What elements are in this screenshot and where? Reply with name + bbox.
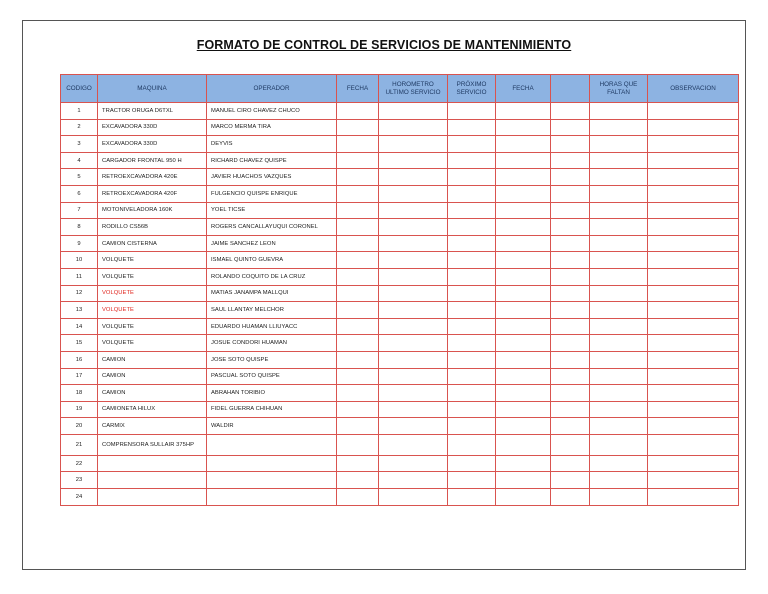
- cell-observation[interactable]: [648, 169, 739, 186]
- cell-observation[interactable]: [648, 472, 739, 489]
- cell-hours-left[interactable]: [590, 472, 648, 489]
- cell-blank[interactable]: [551, 434, 590, 455]
- cell-date-2[interactable]: [496, 169, 551, 186]
- cell-code[interactable]: 14: [61, 318, 98, 335]
- table-row: [61, 401, 739, 418]
- cell-machine[interactable]: CAMION: [98, 385, 207, 402]
- cell-code[interactable]: 16: [61, 351, 98, 368]
- cell-observation[interactable]: [648, 455, 739, 472]
- cell-operator[interactable]: JOSE SOTO QUISPE: [207, 351, 337, 368]
- cell-date-2[interactable]: [496, 351, 551, 368]
- cell-machine[interactable]: CAMION: [98, 368, 207, 385]
- cell-hourmeter[interactable]: [379, 219, 448, 236]
- cell-observation[interactable]: [648, 268, 739, 285]
- cell-code[interactable]: 18: [61, 385, 98, 402]
- cell-date[interactable]: [337, 455, 379, 472]
- table-row: [61, 285, 739, 302]
- cell-hourmeter[interactable]: [379, 385, 448, 402]
- cell-blank[interactable]: [551, 401, 590, 418]
- cell-observation[interactable]: [648, 185, 739, 202]
- cell-date-2[interactable]: [496, 472, 551, 489]
- table-row: [61, 385, 739, 402]
- column-header: OBSERVACION: [648, 75, 739, 103]
- cell-code[interactable]: 24: [61, 489, 98, 506]
- cell-date[interactable]: [337, 169, 379, 186]
- cell-hours-left[interactable]: [590, 152, 648, 169]
- cell-hours-left[interactable]: [590, 119, 648, 136]
- cell-observation[interactable]: [648, 285, 739, 302]
- cell-date-2[interactable]: [496, 368, 551, 385]
- table-row: [61, 252, 739, 269]
- cell-hourmeter[interactable]: [379, 202, 448, 219]
- cell-hourmeter[interactable]: [379, 401, 448, 418]
- table-row: [61, 152, 739, 169]
- cell-hourmeter[interactable]: [379, 235, 448, 252]
- cell-date-2[interactable]: [496, 335, 551, 352]
- cell-hourmeter[interactable]: [379, 368, 448, 385]
- cell-observation[interactable]: [648, 385, 739, 402]
- cell-blank[interactable]: [551, 219, 590, 236]
- document-sheet: [22, 20, 746, 570]
- cell-hourmeter[interactable]: [379, 169, 448, 186]
- cell-date[interactable]: [337, 136, 379, 153]
- cell-date[interactable]: [337, 285, 379, 302]
- cell-blank[interactable]: [551, 489, 590, 506]
- cell-code[interactable]: 6: [61, 185, 98, 202]
- cell-code[interactable]: 9: [61, 235, 98, 252]
- cell-operator[interactable]: MANUEL CIRO CHAVEZ CHUCO: [207, 103, 337, 120]
- cell-blank[interactable]: [551, 252, 590, 269]
- cell-hours-left[interactable]: [590, 351, 648, 368]
- cell-operator[interactable]: [207, 472, 337, 489]
- cell-next-service[interactable]: [448, 285, 496, 302]
- cell-blank[interactable]: [551, 385, 590, 402]
- column-header: HOROMETRO ULTIMO SERVICIO: [379, 75, 448, 103]
- table-row: [61, 185, 739, 202]
- cell-observation[interactable]: [648, 418, 739, 435]
- cell-hours-left[interactable]: [590, 185, 648, 202]
- cell-operator[interactable]: [207, 489, 337, 506]
- cell-hours-left[interactable]: [590, 385, 648, 402]
- cell-hourmeter[interactable]: [379, 351, 448, 368]
- cell-code[interactable]: 21: [61, 434, 98, 455]
- cell-hourmeter[interactable]: [379, 119, 448, 136]
- cell-code[interactable]: 5: [61, 169, 98, 186]
- cell-observation[interactable]: [648, 119, 739, 136]
- cell-code[interactable]: 13: [61, 302, 98, 319]
- cell-hours-left[interactable]: [590, 401, 648, 418]
- cell-operator[interactable]: MATIAS JANAMPA MALLQUI: [207, 285, 337, 302]
- cell-code[interactable]: 8: [61, 219, 98, 236]
- cell-code[interactable]: 3: [61, 136, 98, 153]
- table-row: [61, 268, 739, 285]
- cell-observation[interactable]: [648, 152, 739, 169]
- cell-date-2[interactable]: [496, 302, 551, 319]
- cell-operator[interactable]: FULGENCIO QUISPE ENRIQUE: [207, 185, 337, 202]
- cell-date-2[interactable]: [496, 119, 551, 136]
- cell-blank[interactable]: [551, 351, 590, 368]
- cell-observation[interactable]: [648, 434, 739, 455]
- column-header: FECHA: [337, 75, 379, 103]
- cell-date-2[interactable]: [496, 401, 551, 418]
- cell-next-service[interactable]: [448, 368, 496, 385]
- cell-hours-left[interactable]: [590, 285, 648, 302]
- cell-date[interactable]: [337, 219, 379, 236]
- cell-observation[interactable]: [648, 368, 739, 385]
- cell-date-2[interactable]: [496, 235, 551, 252]
- cell-date-2[interactable]: [496, 268, 551, 285]
- cell-blank[interactable]: [551, 455, 590, 472]
- cell-next-service[interactable]: [448, 252, 496, 269]
- cell-date-2[interactable]: [496, 285, 551, 302]
- table-row: [61, 136, 739, 153]
- cell-date[interactable]: [337, 235, 379, 252]
- cell-blank[interactable]: [551, 268, 590, 285]
- cell-code[interactable]: 15: [61, 335, 98, 352]
- column-header: PRÓXIMO SERVICIO: [448, 75, 496, 103]
- cell-machine[interactable]: VOLQUETE: [98, 285, 207, 302]
- cell-date[interactable]: [337, 103, 379, 120]
- cell-machine[interactable]: CAMIONETA HILUX: [98, 401, 207, 418]
- cell-code[interactable]: 11: [61, 268, 98, 285]
- cell-code[interactable]: 20: [61, 418, 98, 435]
- column-header: FECHA: [496, 75, 551, 103]
- cell-operator[interactable]: JOSUE CONDORI HUAMAN: [207, 335, 337, 352]
- cell-date[interactable]: [337, 119, 379, 136]
- cell-machine[interactable]: [98, 489, 207, 506]
- cell-next-service[interactable]: [448, 185, 496, 202]
- cell-next-service[interactable]: [448, 434, 496, 455]
- cell-machine[interactable]: EXCAVADORA 330D: [98, 136, 207, 153]
- cell-next-service[interactable]: [448, 455, 496, 472]
- cell-blank[interactable]: [551, 418, 590, 435]
- cell-observation[interactable]: [648, 235, 739, 252]
- cell-operator[interactable]: FIDEL GUERRA CHIHUAN: [207, 401, 337, 418]
- cell-next-service[interactable]: [448, 268, 496, 285]
- cell-date[interactable]: [337, 368, 379, 385]
- cell-hours-left[interactable]: [590, 418, 648, 435]
- cell-date-2[interactable]: [496, 418, 551, 435]
- cell-next-service[interactable]: [448, 119, 496, 136]
- cell-hourmeter[interactable]: [379, 318, 448, 335]
- cell-operator[interactable]: DEYVIS: [207, 136, 337, 153]
- cell-observation[interactable]: [648, 401, 739, 418]
- cell-machine[interactable]: RETROEXCAVADORA 420E: [98, 169, 207, 186]
- cell-next-service[interactable]: [448, 318, 496, 335]
- table-row: [61, 455, 739, 472]
- table-row: [61, 434, 739, 455]
- cell-hourmeter[interactable]: [379, 434, 448, 455]
- cell-blank[interactable]: [551, 335, 590, 352]
- cell-code[interactable]: 12: [61, 285, 98, 302]
- cell-date[interactable]: [337, 252, 379, 269]
- cell-machine[interactable]: [98, 472, 207, 489]
- table-body: [61, 103, 739, 506]
- cell-date[interactable]: [337, 302, 379, 319]
- cell-date-2[interactable]: [496, 455, 551, 472]
- cell-hours-left[interactable]: [590, 335, 648, 352]
- cell-observation[interactable]: [648, 318, 739, 335]
- table-row: [61, 219, 739, 236]
- table-row: [61, 103, 739, 120]
- cell-date[interactable]: [337, 434, 379, 455]
- cell-blank[interactable]: [551, 235, 590, 252]
- cell-next-service[interactable]: [448, 202, 496, 219]
- cell-date[interactable]: [337, 202, 379, 219]
- cell-machine[interactable]: RODILLO CS56B: [98, 219, 207, 236]
- cell-date-2[interactable]: [496, 434, 551, 455]
- table-row: [61, 472, 739, 489]
- cell-code[interactable]: 19: [61, 401, 98, 418]
- cell-hours-left[interactable]: [590, 318, 648, 335]
- cell-next-service[interactable]: [448, 152, 496, 169]
- cell-date[interactable]: [337, 351, 379, 368]
- cell-machine[interactable]: VOLQUETE: [98, 302, 207, 319]
- cell-date[interactable]: [337, 472, 379, 489]
- table-row: [61, 169, 739, 186]
- cell-machine[interactable]: TRACTOR ORUGA D6TXL: [98, 103, 207, 120]
- cell-blank[interactable]: [551, 318, 590, 335]
- cell-blank[interactable]: [551, 169, 590, 186]
- cell-blank[interactable]: [551, 472, 590, 489]
- cell-next-service[interactable]: [448, 169, 496, 186]
- cell-observation[interactable]: [648, 202, 739, 219]
- cell-hourmeter[interactable]: [379, 285, 448, 302]
- cell-date-2[interactable]: [496, 152, 551, 169]
- cell-observation[interactable]: [648, 489, 739, 506]
- cell-code[interactable]: 22: [61, 455, 98, 472]
- cell-hourmeter[interactable]: [379, 489, 448, 506]
- cell-machine[interactable]: MOTONIVELADORA 160K: [98, 202, 207, 219]
- table-row: [61, 489, 739, 506]
- table-row: [61, 119, 739, 136]
- cell-date[interactable]: [337, 489, 379, 506]
- cell-date-2[interactable]: [496, 219, 551, 236]
- cell-date-2[interactable]: [496, 136, 551, 153]
- cell-date[interactable]: [337, 268, 379, 285]
- cell-operator[interactable]: [207, 455, 337, 472]
- cell-hours-left[interactable]: [590, 302, 648, 319]
- cell-operator[interactable]: [207, 434, 337, 455]
- cell-next-service[interactable]: [448, 385, 496, 402]
- cell-hourmeter[interactable]: [379, 152, 448, 169]
- cell-code[interactable]: 10: [61, 252, 98, 269]
- cell-date[interactable]: [337, 185, 379, 202]
- cell-hours-left[interactable]: [590, 434, 648, 455]
- cell-next-service[interactable]: [448, 335, 496, 352]
- cell-hours-left[interactable]: [590, 368, 648, 385]
- cell-machine[interactable]: VOLQUETE: [98, 268, 207, 285]
- cell-machine[interactable]: COMPRENSORA SULLAIR 375HP: [98, 434, 207, 455]
- cell-code[interactable]: 7: [61, 202, 98, 219]
- cell-hourmeter[interactable]: [379, 268, 448, 285]
- cell-blank[interactable]: [551, 368, 590, 385]
- cell-next-service[interactable]: [448, 235, 496, 252]
- cell-code[interactable]: 1: [61, 103, 98, 120]
- table-row: [61, 302, 739, 319]
- cell-code[interactable]: 4: [61, 152, 98, 169]
- cell-operator[interactable]: MARCO MERMA TIRA: [207, 119, 337, 136]
- table-row: [61, 418, 739, 435]
- cell-date-2[interactable]: [496, 202, 551, 219]
- cell-operator[interactable]: PASCUAL SOTO QUISPE: [207, 368, 337, 385]
- cell-date-2[interactable]: [496, 103, 551, 120]
- cell-date[interactable]: [337, 318, 379, 335]
- cell-operator[interactable]: RICHARD CHAVEZ QUISPE: [207, 152, 337, 169]
- cell-observation[interactable]: [648, 103, 739, 120]
- cell-next-service[interactable]: [448, 418, 496, 435]
- cell-hourmeter[interactable]: [379, 418, 448, 435]
- cell-machine[interactable]: CAMION: [98, 351, 207, 368]
- cell-hours-left[interactable]: [590, 169, 648, 186]
- cell-date[interactable]: [337, 152, 379, 169]
- cell-date-2[interactable]: [496, 385, 551, 402]
- cell-date[interactable]: [337, 335, 379, 352]
- cell-machine[interactable]: EXCAVADORA 330D: [98, 119, 207, 136]
- cell-blank[interactable]: [551, 202, 590, 219]
- cell-observation[interactable]: [648, 351, 739, 368]
- cell-machine[interactable]: CARGADOR FRONTAL 950 H: [98, 152, 207, 169]
- table-row: [61, 318, 739, 335]
- cell-observation[interactable]: [648, 335, 739, 352]
- cell-blank[interactable]: [551, 152, 590, 169]
- cell-hourmeter[interactable]: [379, 455, 448, 472]
- cell-operator[interactable]: YOEL TICSE: [207, 202, 337, 219]
- cell-hourmeter[interactable]: [379, 335, 448, 352]
- cell-blank[interactable]: [551, 103, 590, 120]
- table-row: [61, 351, 739, 368]
- cell-hours-left[interactable]: [590, 455, 648, 472]
- column-header: MAQUINA: [98, 75, 207, 103]
- cell-hours-left[interactable]: [590, 202, 648, 219]
- cell-hours-left[interactable]: [590, 136, 648, 153]
- cell-next-service[interactable]: [448, 103, 496, 120]
- document-title: FORMATO DE CONTROL DE SERVICIOS DE MANTENIMIENTO: [196, 38, 572, 52]
- cell-operator[interactable]: WALDIR: [207, 418, 337, 435]
- cell-operator[interactable]: JAIME SANCHEZ LEON: [207, 235, 337, 252]
- cell-next-service[interactable]: [448, 351, 496, 368]
- cell-machine[interactable]: RETROEXCAVADORA 420F: [98, 185, 207, 202]
- cell-hours-left[interactable]: [590, 219, 648, 236]
- cell-machine[interactable]: VOLQUETE: [98, 252, 207, 269]
- cell-next-service[interactable]: [448, 472, 496, 489]
- column-header: CODIGO: [61, 75, 98, 103]
- cell-machine[interactable]: [98, 455, 207, 472]
- cell-observation[interactable]: [648, 302, 739, 319]
- table-row: [61, 335, 739, 352]
- cell-date-2[interactable]: [496, 185, 551, 202]
- cell-machine[interactable]: CARMIX: [98, 418, 207, 435]
- cell-machine[interactable]: CAMION CISTERNA: [98, 235, 207, 252]
- cell-operator[interactable]: ISMAEL QUINTO GUEVRA: [207, 252, 337, 269]
- cell-next-service[interactable]: [448, 136, 496, 153]
- cell-next-service[interactable]: [448, 401, 496, 418]
- maintenance-table: [60, 74, 739, 506]
- cell-blank[interactable]: [551, 185, 590, 202]
- cell-machine[interactable]: VOLQUETE: [98, 318, 207, 335]
- cell-blank[interactable]: [551, 302, 590, 319]
- table-header-row: [61, 75, 739, 103]
- cell-hourmeter[interactable]: [379, 472, 448, 489]
- cell-machine[interactable]: VOLQUETE: [98, 335, 207, 352]
- cell-code[interactable]: 2: [61, 119, 98, 136]
- column-header: [551, 75, 590, 103]
- cell-next-service[interactable]: [448, 302, 496, 319]
- column-header: HORAS QUE FALTAN: [590, 75, 648, 103]
- table-row: [61, 202, 739, 219]
- cell-hourmeter[interactable]: [379, 103, 448, 120]
- cell-next-service[interactable]: [448, 219, 496, 236]
- cell-hours-left[interactable]: [590, 235, 648, 252]
- cell-hours-left[interactable]: [590, 103, 648, 120]
- table-row: [61, 235, 739, 252]
- cell-operator[interactable]: JAVIER HUACHOS VAZQUES: [207, 169, 337, 186]
- cell-hours-left[interactable]: [590, 252, 648, 269]
- column-header: OPERADOR: [207, 75, 337, 103]
- table-row: [61, 368, 739, 385]
- cell-observation[interactable]: [648, 252, 739, 269]
- cell-blank[interactable]: [551, 285, 590, 302]
- cell-date[interactable]: [337, 401, 379, 418]
- cell-hourmeter[interactable]: [379, 302, 448, 319]
- cell-operator[interactable]: SAUL LLANTAY MELCHOR: [207, 302, 337, 319]
- cell-date-2[interactable]: [496, 318, 551, 335]
- cell-operator[interactable]: ROGERS CANCALLAYUQUI CORONEL: [207, 219, 337, 236]
- cell-blank[interactable]: [551, 119, 590, 136]
- cell-operator[interactable]: EDUARDO HUAMAN LLIUYACC: [207, 318, 337, 335]
- cell-date[interactable]: [337, 385, 379, 402]
- cell-date-2[interactable]: [496, 489, 551, 506]
- cell-code[interactable]: 17: [61, 368, 98, 385]
- cell-blank[interactable]: [551, 136, 590, 153]
- cell-observation[interactable]: [648, 219, 739, 236]
- cell-hours-left[interactable]: [590, 268, 648, 285]
- cell-next-service[interactable]: [448, 489, 496, 506]
- cell-date[interactable]: [337, 418, 379, 435]
- cell-operator[interactable]: ROLANDO COQUITO DE LA CRUZ: [207, 268, 337, 285]
- cell-hourmeter[interactable]: [379, 185, 448, 202]
- cell-operator[interactable]: ABRAHAN TORIBIO: [207, 385, 337, 402]
- cell-hourmeter[interactable]: [379, 136, 448, 153]
- cell-code[interactable]: 23: [61, 472, 98, 489]
- cell-observation[interactable]: [648, 136, 739, 153]
- cell-hours-left[interactable]: [590, 489, 648, 506]
- cell-date-2[interactable]: [496, 252, 551, 269]
- cell-hourmeter[interactable]: [379, 252, 448, 269]
